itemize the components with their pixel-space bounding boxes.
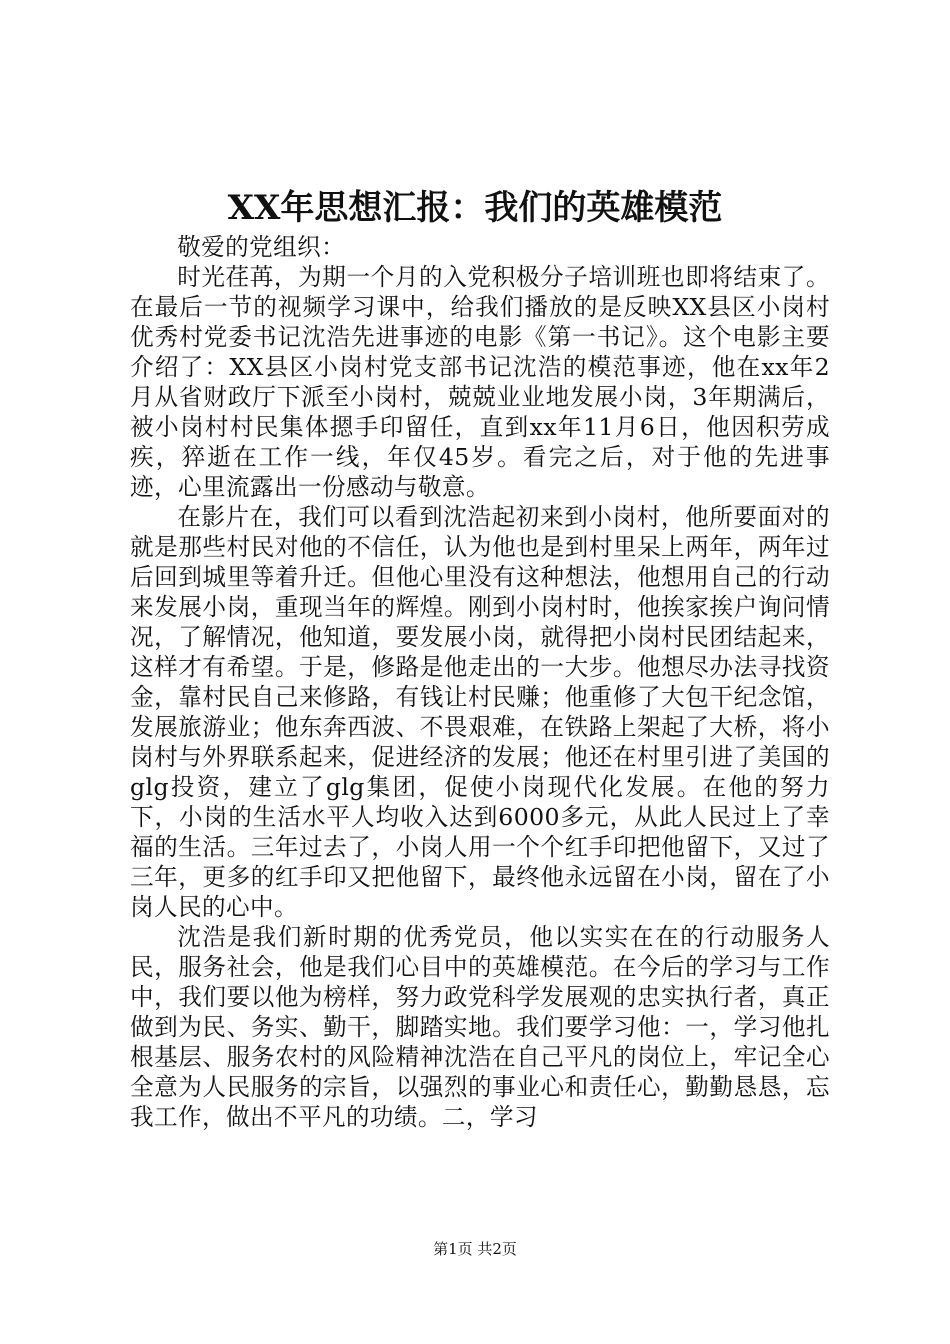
salutation: 敬爱的党组织：	[177, 233, 346, 261]
page-footer: 第1页 共2页	[433, 1240, 517, 1258]
document-title: XX年思想汇报：我们的英雄模范	[227, 188, 723, 228]
paragraph-2: 在影片在，我们可以看到沈浩起初来到小岗村，他所要面对的就是那些村民对他的不信任，认为他也是到村里呆上两年，两年过后回到城里等着升迁。但他心里没有这种想法，他想用自己的行动来发展小岗，重现当年的辉煌。刚到小岗村时，他挨家挨户询问情况，了解情况，他知道，要发展小岗，就得把小岗村民团结起来，这样才有希望。于是，修路是他走出的一大步。他想尽办法寻找资金，靠村民自己来修路，有钱让村民赚；他重修了大包干纪念馆，发展旅游业；他东奔西波、不畏艰难，在铁路上架起了大桥，将小岗村与外界联系起来，促进经济的发展；他还在村里引进了美国的glg投资，建立了glg集团，促使小岗现代化发展。在他的努力下，小岗的生活水平人均收入达到6000多元，从此人民过上了幸福的生活。三年过去了，小岗人用一个个红手印把他留下，又过了三年，更多的红手印又把他留下，最终他永远留在小岗，留在了小岗人民的心中。	[130, 503, 830, 921]
paragraph-3: 沈浩是我们新时期的优秀党员，他以实实在在的行动服务人民，服务社会，他是我们心目中的英雄模范。在今后的学习与工作中，我们要以他为榜样，努力政党科学发展观的忠实执行者，真正做到为民、务实、勤干，脚踏实地。我们要学习他：一，学习他扎根基层、服务农村的风险精神沈浩在自己平凡的岗位上，牢记全心全意为人民服务的宗旨，以强烈的事业心和责任心，勤勤恳恳，忘我工作，做出不平凡的功绩。二，学习	[130, 923, 830, 1131]
paragraph-1: 时光荏苒，为期一个月的入党积极分子培训班也即将结束了。在最后一节的视频学习课中，给我们播放的是反映XX县区小岗村优秀村党委书记沈浩先进事迹的电影《第一书记》。这个电影主要介绍了：XX县区小岗村党支部书记沈浩的模范事迹，他在xx年2月从省财政厅下派至小岗村，兢兢业业地发展小岗，3年期满后，被小岗村村民集体摁手印留任，直到xx年11月6日，他因积劳成疾，猝逝在工作一线，年仅45岁。看完之后，对于他的先进事迹，心里流露出一份感动与敬意。	[130, 263, 830, 501]
document-body	[130, 232, 830, 1132]
